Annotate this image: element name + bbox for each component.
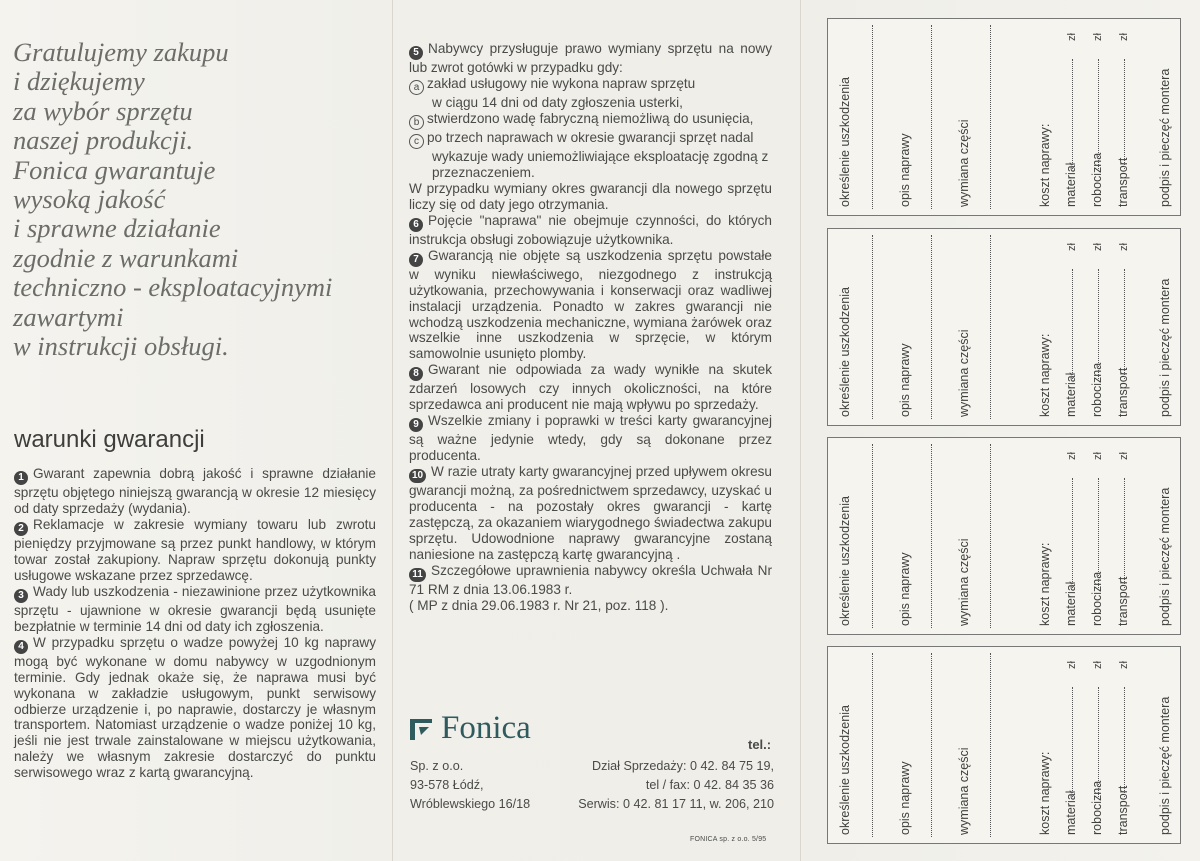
rule-10	[409, 464, 772, 563]
rule-5c	[409, 130, 772, 149]
rule-text: Wady lub uszkodzenia - niezawinione przez użytkownika sprzętu - ujawnione w okresie gwarancji będą usunięte bezpłatnie w terminie 14 dni od daty ich zgłoszenia.	[14, 583, 376, 634]
greeting-line: Gratulujemy zakupu	[13, 37, 229, 67]
rule-text: Nabywcy przysługuje prawo wymiany sprzętu na nowy lub zwrot gotówki w przypadku gdy:	[409, 41, 772, 75]
card-fill-line	[990, 25, 991, 209]
greeting-line: techniczno - eksploatacyjnymi	[13, 272, 333, 303]
card-field-label: transport	[1116, 367, 1130, 417]
section-title: warunki gwarancji	[14, 426, 205, 453]
card-fill-line	[1098, 59, 1099, 169]
card-field-label: podpis i pieczęć montera	[1158, 696, 1172, 835]
card-fill-line	[872, 25, 873, 209]
currency-label: zł	[1118, 452, 1130, 460]
currency-label: zł	[1092, 33, 1104, 41]
card-fill-line	[1124, 478, 1125, 588]
rule-text: Pojęcie "naprawa" nie obejmuje czynności, do których instrukcja obsługi zobowiązuje użytkownika.	[409, 212, 772, 247]
rule-text: Gwarant zapewnia dobrą jakość i sprawne działanie sprzętu objętego niniejszą gwarancją w okresie 12 miesięcy od daty sprzedaży (wydania).	[14, 466, 376, 516]
rule-number: 6	[409, 218, 423, 232]
card-field-label: robocizna	[1090, 780, 1104, 835]
card-fill-line	[1072, 59, 1073, 169]
card-fill-line	[990, 653, 991, 837]
address-line: Wróblewskiego 16/18	[410, 797, 531, 811]
rule-5	[409, 41, 772, 76]
greeting-line: za wybór sprzętu	[13, 95, 193, 126]
address-line: 93-578 Łódź,	[410, 778, 484, 792]
fold-line	[392, 0, 393, 861]
card-fill-line	[990, 444, 991, 628]
repair-card	[827, 437, 1181, 635]
repair-card	[827, 228, 1181, 426]
card-fill-line	[1098, 687, 1099, 797]
card-field-label: wymiana części	[957, 538, 971, 626]
rule-text: W razie utraty karty gwarancyjnej przed upływem okresu gwarancji możną, za pośrednictwem sprzedawcy, uzyskać u producenta - na pozostały okres gwarancji - kartę zastępczą, za okazaniem wiarygodnego świadectwa zakupu sprzętu. Udowodnione naprawy gwarancyjne zostaną naniesione na zastępczą kartę gwarancyjną .	[409, 464, 772, 563]
phone-line: Dział Sprzedaży: 0 42. 84 75 19,	[591, 759, 774, 773]
rule-text: po trzech naprawach w okresie gwarancji sprzęt nadal	[427, 129, 754, 145]
greeting-line: w instrukcji obsługi.	[13, 331, 229, 362]
card-field-label: koszt naprawy:	[1038, 123, 1052, 207]
card-field-label: transport	[1116, 157, 1130, 207]
rule-5a-cont: w ciągu 14 dni od daty zgłoszenia usterki,	[432, 94, 683, 110]
card-field-label: robocizna	[1090, 152, 1104, 207]
repair-card	[827, 18, 1181, 216]
company-contacts	[578, 757, 774, 814]
rule-number: 9	[409, 418, 423, 432]
card-field-label: transport	[1116, 576, 1130, 626]
greeting-line: Fonica gwarantuje	[13, 154, 216, 185]
company-name: Fonica	[441, 710, 531, 746]
card-field-label: wymiana części	[957, 747, 971, 835]
card-fill-line	[931, 25, 932, 209]
card-fill-line	[872, 235, 873, 419]
rule-11-reference: ( MP z dnia 29.06.1983 r. Nr 21, poz. 118 ).	[409, 597, 669, 613]
rule-text: Reklamacje w zakresie wymiany towaru lub zwrotu pieniędzy przyjmowane są przez punkt handlowy, w którym towar został zakupiony. Napraw sprzętu dokonują punkty usługowe wskazane przez sprzedawcę.	[14, 516, 376, 583]
card-field-label: określenie uszkodzenia	[838, 496, 852, 626]
card-field-label: wymiana części	[957, 329, 971, 417]
rule-text: stwierdzono wadę fabryczną niemożliwą do usunięcia,	[427, 110, 754, 126]
rule-number: 2	[14, 522, 28, 536]
greeting-line: zgodnie z warunkami	[13, 242, 239, 273]
fonica-logo	[409, 712, 531, 745]
card-fill-line	[931, 444, 932, 628]
card-fill-line	[1072, 269, 1073, 379]
rule-8	[409, 362, 772, 413]
card-fill-line	[1124, 269, 1125, 379]
phone-line: tel / fax: 0 42. 84 35 36	[645, 778, 774, 792]
greeting-text	[13, 38, 373, 361]
phone-line: Serwis: 0 42. 81 17 11, w. 206, 210	[578, 797, 774, 811]
card-fill-line	[931, 653, 932, 837]
card-field-label: koszt naprawy:	[1038, 333, 1052, 417]
currency-label: zł	[1118, 33, 1130, 41]
currency-label: zł	[1092, 243, 1104, 251]
card-fill-line	[872, 444, 873, 628]
card-fill-line	[1072, 478, 1073, 588]
fold-line	[800, 0, 801, 861]
rule-7	[409, 248, 772, 363]
rule-text: Szczegółowe uprawnienia nabywcy określa Uchwała Nr 71 RM z dnia 13.06.1983 r.	[409, 562, 772, 597]
card-field-label: robocizna	[1090, 571, 1104, 626]
card-field-label: opis naprawy	[898, 552, 912, 626]
rule-number: 1	[14, 471, 28, 485]
currency-label: zł	[1066, 243, 1078, 251]
greeting-line: naszej produkcji.	[13, 125, 194, 156]
currency-label: zł	[1066, 33, 1078, 41]
greeting-line: i dziękujemy	[13, 66, 145, 97]
card-field-label: koszt naprawy:	[1038, 751, 1052, 835]
card-field-label: materiał	[1064, 372, 1078, 417]
card-field-label: opis naprawy	[898, 761, 912, 835]
fonica-logo-icon	[409, 717, 433, 741]
rule-text: Gwarancją nie objęte są uszkodzenia sprzętu powstałe w wyniku niewłaściwego, niezgodnego z instrukcją użytkowania, przechowywania i konserwacji oraz wadliwej instalacji urządzenia. Ponadto w zakres gwarancji nie wchodzą uszkodzenia mechaniczne, wymiana żarówek oraz wszelkie inne uszkodzenia w sprzęcie, w którym samowolnie usunięto plomby.	[409, 247, 772, 362]
rule-5-note: W przypadku wymiany okres gwarancji dla nowego sprzętu liczy się od daty jego otrzymania.	[409, 180, 772, 212]
rule-text: zakład usługowy nie wykona napraw sprzętu	[427, 75, 696, 91]
card-field-label: określenie uszkodzenia	[838, 77, 852, 207]
card-field-label: materiał	[1064, 581, 1078, 626]
greeting-line: zawartymi	[13, 301, 124, 332]
card-fill-line	[1124, 687, 1125, 797]
card-field-label: materiał	[1064, 790, 1078, 835]
currency-label: zł	[1066, 661, 1078, 669]
card-fill-line	[931, 235, 932, 419]
rule-text: Gwarant nie odpowiada za wady wynikłe na skutek zdarzeń losowych czy innych okoliczności, na które sprzedawca ani producent nie mają wpływu po sprzedaży.	[409, 362, 772, 413]
rule-number: 3	[14, 589, 28, 603]
rule-letter: c	[409, 134, 424, 149]
print-imprint: FONICA sp. z o.o. 5/95	[690, 836, 767, 843]
card-field-label: koszt naprawy:	[1038, 542, 1052, 626]
rule-6	[409, 213, 772, 248]
card-fill-line	[1124, 59, 1125, 169]
currency-label: zł	[1118, 661, 1130, 669]
rule-number: 10	[409, 469, 426, 483]
card-field-label: podpis i pieczęć montera	[1158, 278, 1172, 417]
rule-5a	[409, 76, 772, 95]
greeting-line: i sprawne działanie	[13, 213, 221, 244]
card-fill-line	[1098, 478, 1099, 588]
card-field-label: materiał	[1064, 162, 1078, 207]
currency-label: zł	[1092, 452, 1104, 460]
warranty-rules-middle	[409, 41, 772, 614]
rule-5c-cont: przeznaczeniem.	[432, 164, 535, 180]
company-address	[410, 757, 530, 814]
rule-5b	[409, 111, 772, 130]
rule-text: Wszelkie zmiany i poprawki w treści karty gwarancyjnej są ważne jedynie wtedy, gdy są dokonane przez producenta.	[409, 413, 772, 464]
rule-number: 8	[409, 367, 423, 381]
rule-number: 7	[409, 253, 423, 267]
rule-1	[14, 466, 376, 517]
card-field-label: robocizna	[1090, 362, 1104, 417]
rule-number: 4	[14, 640, 28, 654]
currency-label: zł	[1066, 452, 1078, 460]
card-fill-line	[990, 235, 991, 419]
rule-3	[14, 584, 376, 635]
tel-label: tel.:	[748, 737, 772, 752]
rule-2	[14, 517, 376, 584]
warranty-rules-left	[14, 466, 376, 781]
rule-5c-cont: wykazuje wady uniemożliwiające eksploatację zgodną z	[432, 148, 769, 164]
card-fill-line	[1072, 687, 1073, 797]
card-fill-line	[1098, 269, 1099, 379]
currency-label: zł	[1092, 661, 1104, 669]
card-field-label: określenie uszkodzenia	[838, 287, 852, 417]
currency-label: zł	[1118, 243, 1130, 251]
rule-letter: a	[409, 80, 424, 95]
rule-11	[409, 563, 772, 598]
rule-letter: b	[409, 115, 424, 130]
rule-4	[14, 635, 376, 782]
card-field-label: opis naprawy	[898, 133, 912, 207]
rule-number: 11	[409, 568, 426, 582]
repair-card	[827, 646, 1181, 844]
card-field-label: opis naprawy	[898, 343, 912, 417]
rule-text: W przypadku sprzętu o wadze powyżej 10 kg naprawy mogą być wykonane w domu nabywcy w uzgodnionym terminie. Gdy jednak okaże się, że naprawa musi być wykonana w zakładzie usługowym, punkt serwisowy odbierze urządzenie i, po naprawie, dostarczy je własnym transportem. Natomiast urządzenie o wadze poniżej 10 kg, jeśli nie jest trwale zainstalowane w miejscu użytkowania, należy we własnym zakresie dostarczyć do punktu serwisowego wraz z kartą gwarancyjną.	[14, 634, 376, 781]
card-field-label: transport	[1116, 785, 1130, 835]
card-fill-line	[872, 653, 873, 837]
rule-number: 5	[409, 46, 423, 60]
card-field-label: wymiana części	[957, 119, 971, 207]
card-field-label: podpis i pieczęć montera	[1158, 68, 1172, 207]
address-line: Sp. z o.o.	[410, 759, 464, 773]
rule-9	[409, 413, 772, 464]
card-field-label: podpis i pieczęć montera	[1158, 487, 1172, 626]
card-field-label: określenie uszkodzenia	[838, 705, 852, 835]
greeting-line: wysoką jakość	[13, 184, 166, 215]
